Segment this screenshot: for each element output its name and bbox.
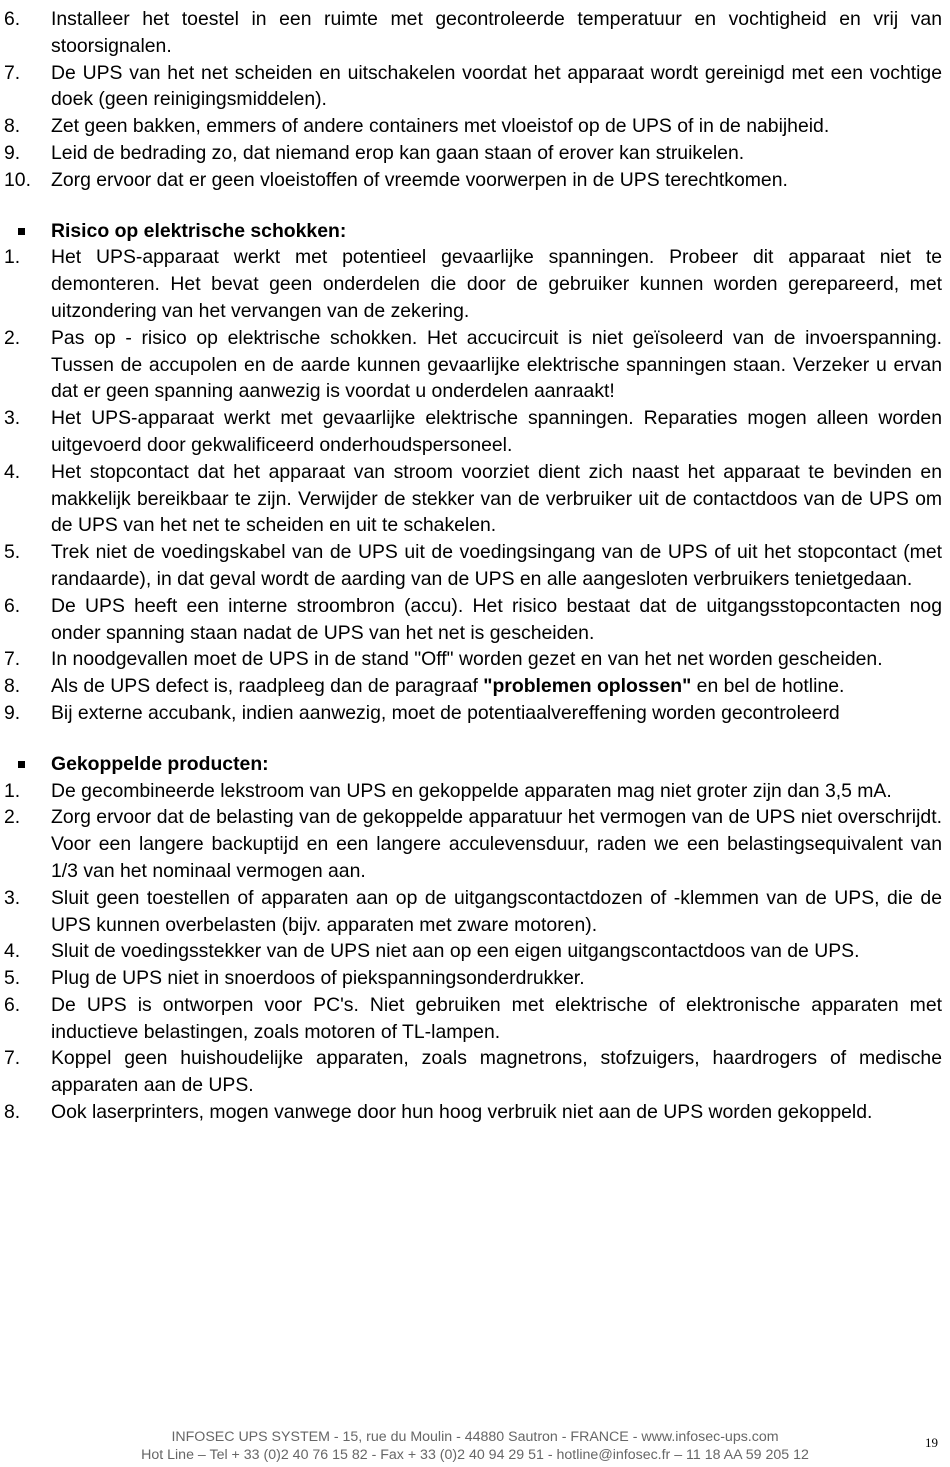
item-number: 1. <box>4 246 21 269</box>
item-number: 3. <box>4 407 21 430</box>
list-item <box>0 539 950 593</box>
section-heading-text: Gekoppelde producten: <box>51 752 269 775</box>
item-text: Als de UPS defect is, raadpleeg dan de paragraaf <box>51 675 484 698</box>
square-bullet-icon <box>18 761 25 768</box>
list-item <box>0 113 950 140</box>
item-text: Sluit geen toestellen of apparaten aan op de uitgangscontactdozen of -klemmen van de UPS, die de UPS kunnen overbelasten (bijv. apparaten met zware motoren). <box>51 886 942 936</box>
item-text: De gecombineerde lekstroom van UPS en gekoppelde apparaten mag niet groter zijn dan 3,5 mA. <box>51 779 892 802</box>
list-item <box>0 593 950 647</box>
item-text: Het UPS-apparaat werkt met gevaarlijke elektrische spanningen. Reparaties mogen alleen worden uitgevoerd door gekwalificeerd onderhoudspersoneel. <box>51 407 942 456</box>
list-item <box>0 700 950 727</box>
troubleshooting-reference: "problemen oplossen" <box>483 675 692 698</box>
item-number: 5. <box>4 967 21 990</box>
item-text: Zorg ervoor dat er geen vloeistoffen of vreemde voorwerpen in de UPS terechtkomen. <box>51 168 788 191</box>
item-text: Het UPS-apparaat werkt met potentieel gevaarlijke spanningen. Probeer dit apparaat niet te demonteren. Het bevat geen onderdelen die door de gebruiker kunnen worden gerepareerd, met uitzondering van het vervangen van de zekering. <box>51 246 942 322</box>
list-item <box>0 325 950 405</box>
item-text: In noodgevallen moet de UPS in de stand "Off" worden gezet en van het net worden gescheiden. <box>51 648 883 671</box>
item-number: 7. <box>4 1047 21 1070</box>
item-text: De UPS heeft een interne stroombron (accu). Het risico bestaat dat de uitgangsstopcontacten nog onder spanning staan nadat de UPS van het net is gescheiden. <box>51 594 942 644</box>
item-number: 8. <box>4 675 21 698</box>
list-item <box>0 646 950 673</box>
item-number: 9. <box>4 701 21 724</box>
section-heading-shock <box>0 218 950 245</box>
section-heading-text: Risico op elektrische schokken: <box>51 219 347 242</box>
item-number: 2. <box>4 326 21 349</box>
item-number: 5. <box>4 541 21 564</box>
item-text: Zorg ervoor dat de belasting van de gekoppelde apparatuur het vermogen van de UPS niet overschrijdt. Voor een langere backuptijd en een langere acculevensduur, raden we een belastingsequivalent van 1/3 van het nominaal vermogen aan. <box>51 806 942 882</box>
list-item <box>0 804 950 884</box>
list-item <box>0 778 950 805</box>
item-number: 4. <box>4 940 21 963</box>
item-text: Plug de UPS niet in snoerdoos of piekspanningsonderdrukker. <box>51 967 585 990</box>
footer-address: INFOSEC UPS SYSTEM - 15, rue du Moulin - 44880 Sautron - FRANCE - www.infosec-ups.com <box>171 1429 779 1445</box>
list-item <box>0 1099 950 1126</box>
footer-contact: Hot Line – Tel + 33 (0)2 40 76 15 82 - Fax + 33 (0)2 40 94 29 51 - hotline@infosec.fr – 11 18 AA 59 205 12 <box>141 1447 809 1463</box>
item-number: 6. <box>4 993 21 1016</box>
item-text: Sluit de voedingsstekker van de UPS niet aan op een eigen uitgangscontactdoos van de UPS. <box>51 940 860 963</box>
item-number: 8. <box>4 1101 21 1124</box>
page-number: 19 <box>925 1435 938 1450</box>
list-item <box>0 6 950 60</box>
item-text: Installeer het toestel in een ruimte met gecontroleerde temperatuur en vochtigheid en vrij van stoorsignalen. <box>51 8 942 57</box>
list-item <box>0 965 950 992</box>
list-item <box>0 244 950 324</box>
item-number: 8. <box>4 115 21 138</box>
item-number: 9. <box>4 141 21 164</box>
list-item <box>0 938 950 965</box>
item-text: De UPS is ontworpen voor PC's. Niet gebruiken met elektrische of elektronische apparaten met inductieve belastingen, zoals motoren of TL-lampen. <box>51 993 942 1043</box>
list-item <box>0 459 950 539</box>
square-bullet-icon <box>18 228 25 235</box>
shock-list <box>0 244 950 726</box>
item-text: Het stopcontact dat het apparaat van stroom voorziet dient zich naast het apparaat te bevinden en makkelijk bereikbaar te zijn. Verwijder de stekker van de verbruiker uit de contactdoos van de UPS om de UPS van het net te scheiden en uit te schakelen. <box>51 460 942 537</box>
list-item <box>0 992 950 1046</box>
list-item <box>0 167 950 194</box>
item-text: Zet geen bakken, emmers of andere containers met vloeistof op de UPS of in de nabijheid. <box>51 115 830 138</box>
list-item <box>0 885 950 939</box>
item-text: Pas op - risico op elektrische schokken. Het accucircuit is niet geïsoleerd van de invoerspanning. Tussen de accupolen en de aarde kunnen gevaarlijke elektrische spanningen staan. Verzeker u ervan dat er geen spanning aanwezig is voordat u onderdelen aanraakt! <box>51 326 942 403</box>
item-number: 1. <box>4 779 21 802</box>
item-text: Koppel geen huishoudelijke apparaten, zoals magnetrons, stofzuigers, haardrogers of medische apparaten aan de UPS. <box>51 1047 942 1097</box>
item-number: 7. <box>4 61 21 84</box>
list-item <box>0 405 950 459</box>
intro-list <box>0 6 950 194</box>
section-heading-coupled <box>0 751 950 778</box>
item-number: 6. <box>4 594 21 617</box>
item-number: 3. <box>4 886 21 909</box>
list-item <box>0 60 950 114</box>
coupled-list <box>0 778 950 1126</box>
item-text: en bel de hotline. <box>691 675 845 698</box>
list-item <box>0 1045 950 1099</box>
item-text: Ook laserprinters, mogen vanwege door hun hoog verbruik niet aan de UPS worden gekoppeld. <box>51 1101 873 1124</box>
item-number: 7. <box>4 648 21 671</box>
list-item <box>0 140 950 167</box>
item-text: Leid de bedrading zo, dat niemand erop kan gaan staan of erover kan struikelen. <box>51 141 745 164</box>
item-number: 6. <box>4 8 21 30</box>
item-number: 2. <box>4 806 21 829</box>
item-number: 10. <box>4 168 31 191</box>
list-item <box>0 673 950 700</box>
document-page <box>0 6 950 1126</box>
item-text: De UPS van het net scheiden en uitschakelen voordat het apparaat wordt gereinigd met een vochtige doek (geen reinigingsmiddelen). <box>51 61 942 111</box>
item-text: Trek niet de voedingskabel van de UPS uit de voedingsingang van de UPS of uit het stopcontact (met randaarde), in dat geval wordt de aarding van de UPS en alle aangesloten verbruikers tenietgedaan. <box>51 541 942 590</box>
item-number: 4. <box>4 460 21 483</box>
item-text: Bij externe accubank, indien aanwezig, moet de potentiaalvereffening worden gecontroleerd <box>51 701 840 724</box>
page-footer <box>0 1428 950 1464</box>
